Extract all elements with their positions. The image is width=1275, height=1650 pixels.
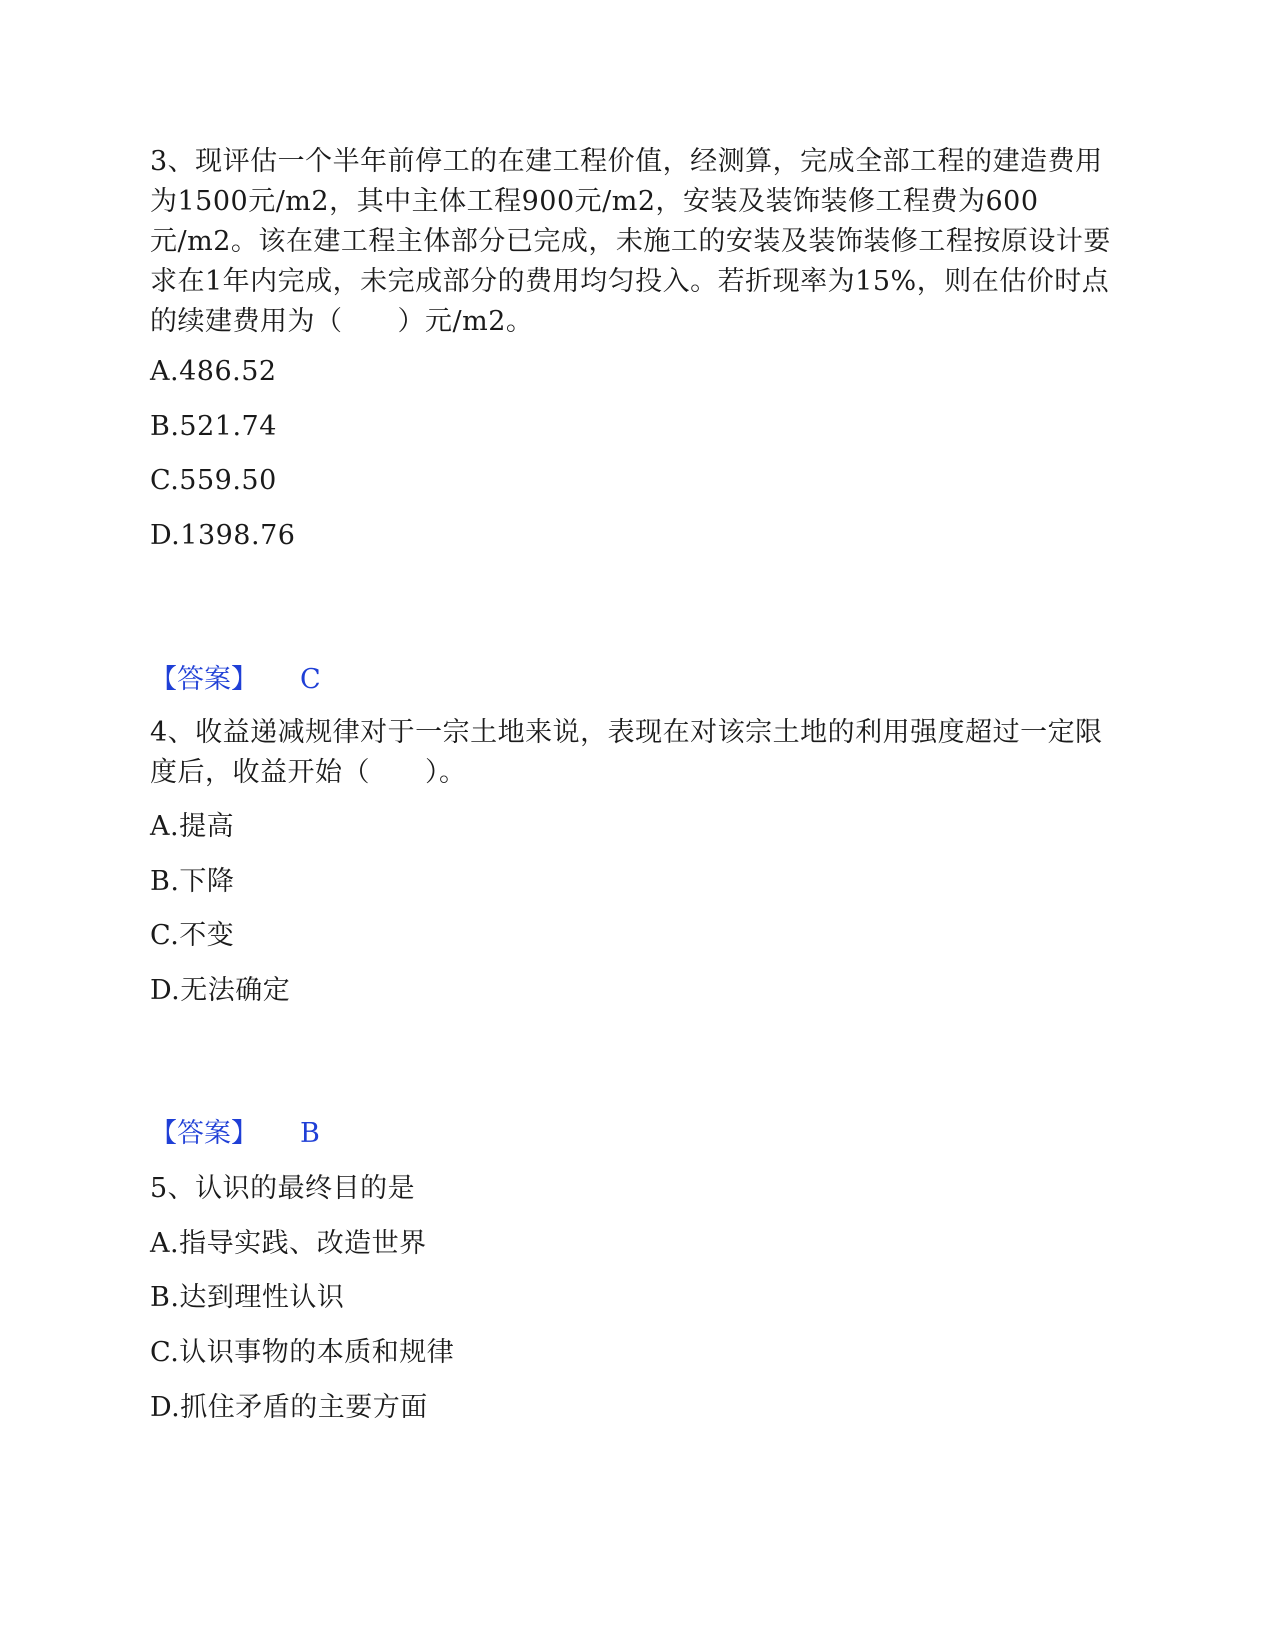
- answer-label: 【答案】: [150, 664, 258, 695]
- question-4-option-b: B.下降: [150, 866, 235, 897]
- question-4-option-c: C.不变: [150, 920, 235, 951]
- question-4-option-d: D.无法确定: [150, 975, 291, 1006]
- question-3-option-d: D.1398.76: [150, 520, 296, 551]
- question-5-option-d: D.抓住矛盾的主要方面: [150, 1392, 428, 1423]
- question-5-option-c: C.认识事物的本质和规律: [150, 1337, 455, 1368]
- question-5-stem: 5、认识的最终目的是: [150, 1173, 416, 1204]
- question-3-answer: [150, 660, 321, 700]
- question-3-option-b: B.521.74: [150, 411, 277, 442]
- question-3-option-c: C.559.50: [150, 465, 277, 496]
- answer-value: B: [300, 1118, 320, 1149]
- question-3-option-a: A.486.52: [150, 356, 277, 387]
- answer-label: 【答案】: [150, 1118, 258, 1149]
- question-4-option-a: A.提高: [150, 811, 235, 842]
- question-3-stem: 3、现评估一个半年前停工的在建工程价值，经测算，完成全部工程的建造费用为1500元/m2，其中主体工程900元/m2，安装及装饰装修工程费为600元/m2。该在建工程主体部分已完成，未施工的安装及装饰装修工程按原设计要求在1年内完成，未完成部分的费用均匀投入。若折现率为15%，则在估价时点的续建费用为（ ）元/m2。: [150, 146, 1111, 337]
- question-5-option-a: A.指导实践、改造世界: [150, 1228, 427, 1259]
- question-5-option-b: B.达到理性认识: [150, 1282, 345, 1313]
- answer-value: C: [300, 664, 321, 695]
- question-4-stem: 4、收益递减规律对于一宗土地来说，表现在对该宗土地的利用强度超过一定限度后，收益开始（ ）。: [150, 717, 1103, 788]
- question-4-answer: [150, 1114, 320, 1154]
